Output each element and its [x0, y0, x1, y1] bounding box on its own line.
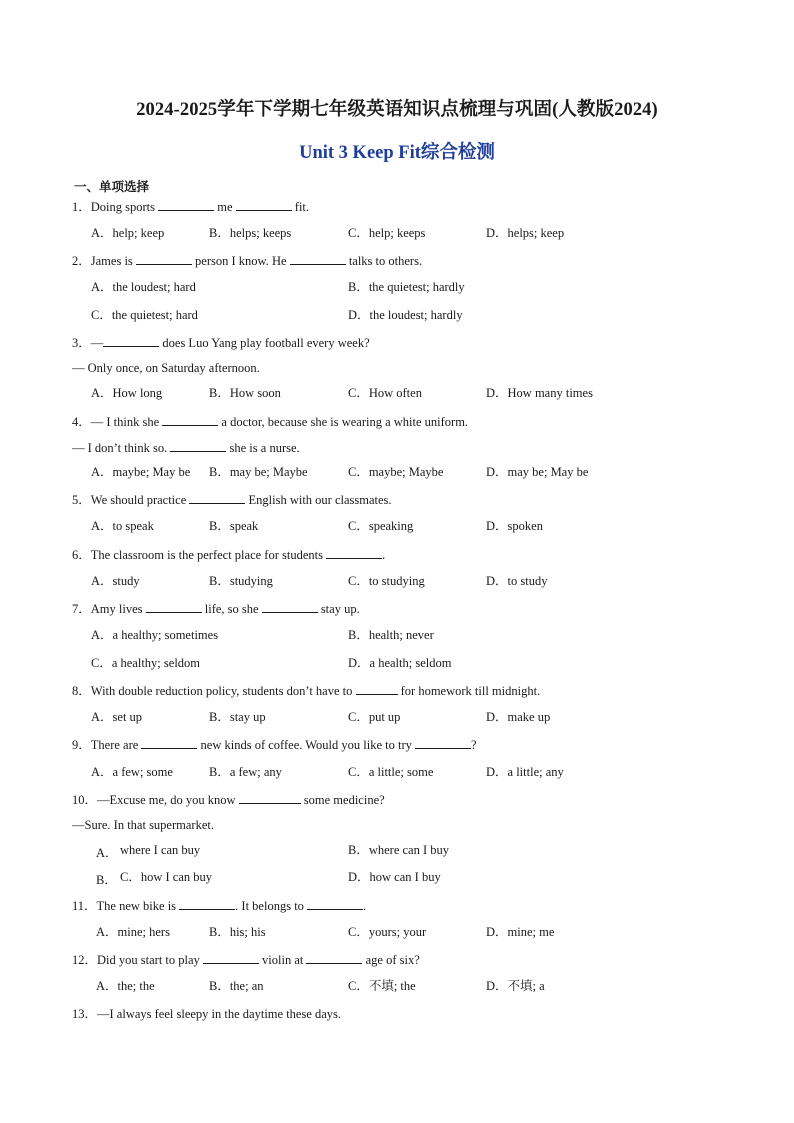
option-d: D．make up [486, 710, 551, 724]
question-text: The new bike is [96, 899, 177, 913]
question-text: stay up. [320, 602, 360, 616]
option-c: C．maybe; Maybe [348, 465, 444, 479]
answer-blank [415, 736, 471, 749]
option-d: D．may be; May be [486, 465, 589, 479]
question-text: We should practice [90, 493, 187, 507]
question-text: . [382, 548, 386, 562]
question-number: 11． [72, 899, 97, 913]
question-number: 4． [72, 415, 91, 429]
question-number: 3． [72, 336, 91, 350]
answer-blank [203, 951, 259, 964]
question-text: violin at [262, 953, 304, 967]
answer-blank [239, 791, 301, 804]
option-b: B．helps; keeps [209, 226, 292, 240]
question-text: fit. [294, 200, 310, 214]
answer-blank [141, 736, 197, 749]
question-text: Doing sports [90, 200, 156, 214]
answer-blank [326, 546, 382, 559]
question-7 [72, 600, 360, 617]
question-text: Did you start to play [97, 953, 200, 967]
question-text: me [217, 200, 233, 214]
question-number: 8． [72, 684, 91, 698]
question-text: a doctor, because she is wearing a white uniform. [221, 415, 469, 429]
answer-blank [136, 252, 192, 265]
page-title: 2024-2025学年下学期七年级英语知识点梳理与巩固(人教版2024) [136, 100, 658, 120]
option-a: A．study [91, 574, 140, 588]
option-c: C．to studying [348, 574, 425, 588]
option-c: C．speaking [348, 519, 414, 533]
option-b: B．a few; any [209, 765, 282, 779]
option-b: B．the; an [209, 979, 264, 993]
answer-blank [162, 413, 218, 426]
question-number: 13． [72, 1007, 98, 1021]
question-8 [72, 682, 540, 699]
question-text: talks to others. [348, 254, 423, 268]
question-6 [72, 546, 385, 563]
option-b-letter: B． [96, 873, 117, 887]
option-b: B．speak [209, 519, 259, 533]
question-12 [72, 951, 420, 968]
option-c: C．put up [348, 710, 401, 724]
question-text: new kinds of coffee. Would you like to try [200, 738, 412, 752]
option-d: D．a little; any [486, 765, 564, 779]
answer-blank [262, 600, 318, 613]
option-d: D．mine; me [486, 925, 555, 939]
option-d: D．to study [486, 574, 548, 588]
answer-blank [103, 334, 159, 347]
question-number: 9． [72, 738, 91, 752]
question-text: some medicine? [303, 793, 385, 807]
option-b: B．may be; Maybe [209, 465, 308, 479]
unit-title: Unit 3 Keep Fit综合检测 [299, 143, 495, 163]
question-text: With double reduction policy, students don’t have to [90, 684, 353, 698]
option-b: B．health; never [348, 628, 434, 642]
option-a: A．the loudest; hard [91, 280, 196, 294]
option-a: A．to speak [91, 519, 154, 533]
question-text: Amy lives [90, 602, 143, 616]
question-text: —Excuse me, do you know [97, 793, 236, 807]
option-d: D．不填; a [486, 979, 545, 993]
option-c: C．a healthy; seldom [91, 656, 201, 670]
option-b: B．How soon [209, 386, 281, 400]
question-text: — [90, 336, 104, 350]
option-b: B．studying [209, 574, 273, 588]
option-b: B．the quietest; hardly [348, 280, 465, 294]
question-number: 5． [72, 493, 91, 507]
question-text: . [363, 899, 367, 913]
question-2 [72, 252, 422, 269]
question-5 [72, 491, 392, 508]
option-d: D．spoken [486, 519, 543, 533]
question-text: James is [90, 254, 133, 268]
option-c: C．how I can buy [120, 870, 212, 884]
question-text: The classroom is the perfect place for students [90, 548, 323, 562]
answer-blank [146, 600, 202, 613]
dialog-line [72, 439, 300, 456]
question-9 [72, 736, 477, 753]
dialog-line: — Only once, on Saturday afternoon. [72, 361, 260, 375]
option-c: C．不填; the [348, 979, 416, 993]
question-text: —I always feel sleepy in the daytime these days. [97, 1007, 342, 1021]
question-text: ? [471, 738, 477, 752]
question-text: for homework till midnight. [400, 684, 541, 698]
question-number: 6． [72, 548, 91, 562]
question-text: There are [90, 738, 139, 752]
answer-blank [356, 682, 398, 695]
answer-blank [307, 897, 363, 910]
option-a: A．a healthy; sometimes [91, 628, 219, 642]
question-number: 1． [72, 200, 91, 214]
question-13 [72, 1006, 341, 1022]
question-number: 10． [72, 793, 98, 807]
option-d: D．helps; keep [486, 226, 565, 240]
option-c: C．a little; some [348, 765, 434, 779]
option-c: C．help; keeps [348, 226, 426, 240]
section-heading: 一、单项选择 [74, 180, 150, 194]
answer-blank [236, 198, 292, 211]
option-a-letter: A． [96, 846, 118, 860]
question-text: person I know. He [195, 254, 287, 268]
option-d: D．how can I buy [348, 870, 441, 884]
option-a: A．How long [91, 386, 163, 400]
question-4 [72, 413, 468, 430]
question-number: 12． [72, 953, 98, 967]
dialog-text: she is a nurse. [229, 441, 300, 455]
option-b: B．his; his [209, 925, 266, 939]
answer-blank [290, 252, 346, 265]
option-d: D．How many times [486, 386, 593, 400]
option-a: A．a few; some [91, 765, 173, 779]
question-text: age of six? [365, 953, 420, 967]
question-number: 7． [72, 602, 91, 616]
question-number: 2． [72, 254, 91, 268]
question-text: life, so she [204, 602, 259, 616]
question-text: does Luo Yang play football every week? [162, 336, 370, 350]
option-c: C．yours; your [348, 925, 427, 939]
question-text: — I think she [90, 415, 160, 429]
option-b: B．where can I buy [348, 843, 450, 857]
option-a: A．mine; hers [96, 925, 170, 939]
answer-blank [158, 198, 214, 211]
question-11 [72, 897, 366, 914]
question-10 [72, 791, 385, 808]
option-a: where I can buy [120, 843, 201, 857]
answer-blank [306, 951, 362, 964]
option-d: D．a health; seldom [348, 656, 452, 670]
answer-blank [170, 439, 226, 452]
option-c: C．the quietest; hard [91, 308, 198, 322]
option-d: D．the loudest; hardly [348, 308, 463, 322]
question-3 [72, 334, 370, 351]
option-b: B．stay up [209, 710, 266, 724]
answer-blank [179, 897, 235, 910]
option-a: A．the; the [96, 979, 155, 993]
answer-blank [189, 491, 245, 504]
option-a: A．help; keep [91, 226, 165, 240]
question-text: English with our classmates. [248, 493, 392, 507]
question-text: . It belongs to [235, 899, 304, 913]
dialog-text: — I don’t think so. [72, 441, 168, 455]
question-1 [72, 198, 309, 215]
option-c: C．How often [348, 386, 422, 400]
dialog-line: —Sure. In that supermarket. [72, 818, 214, 832]
option-a: A．set up [91, 710, 143, 724]
option-a: A．maybe; May be [91, 465, 191, 479]
